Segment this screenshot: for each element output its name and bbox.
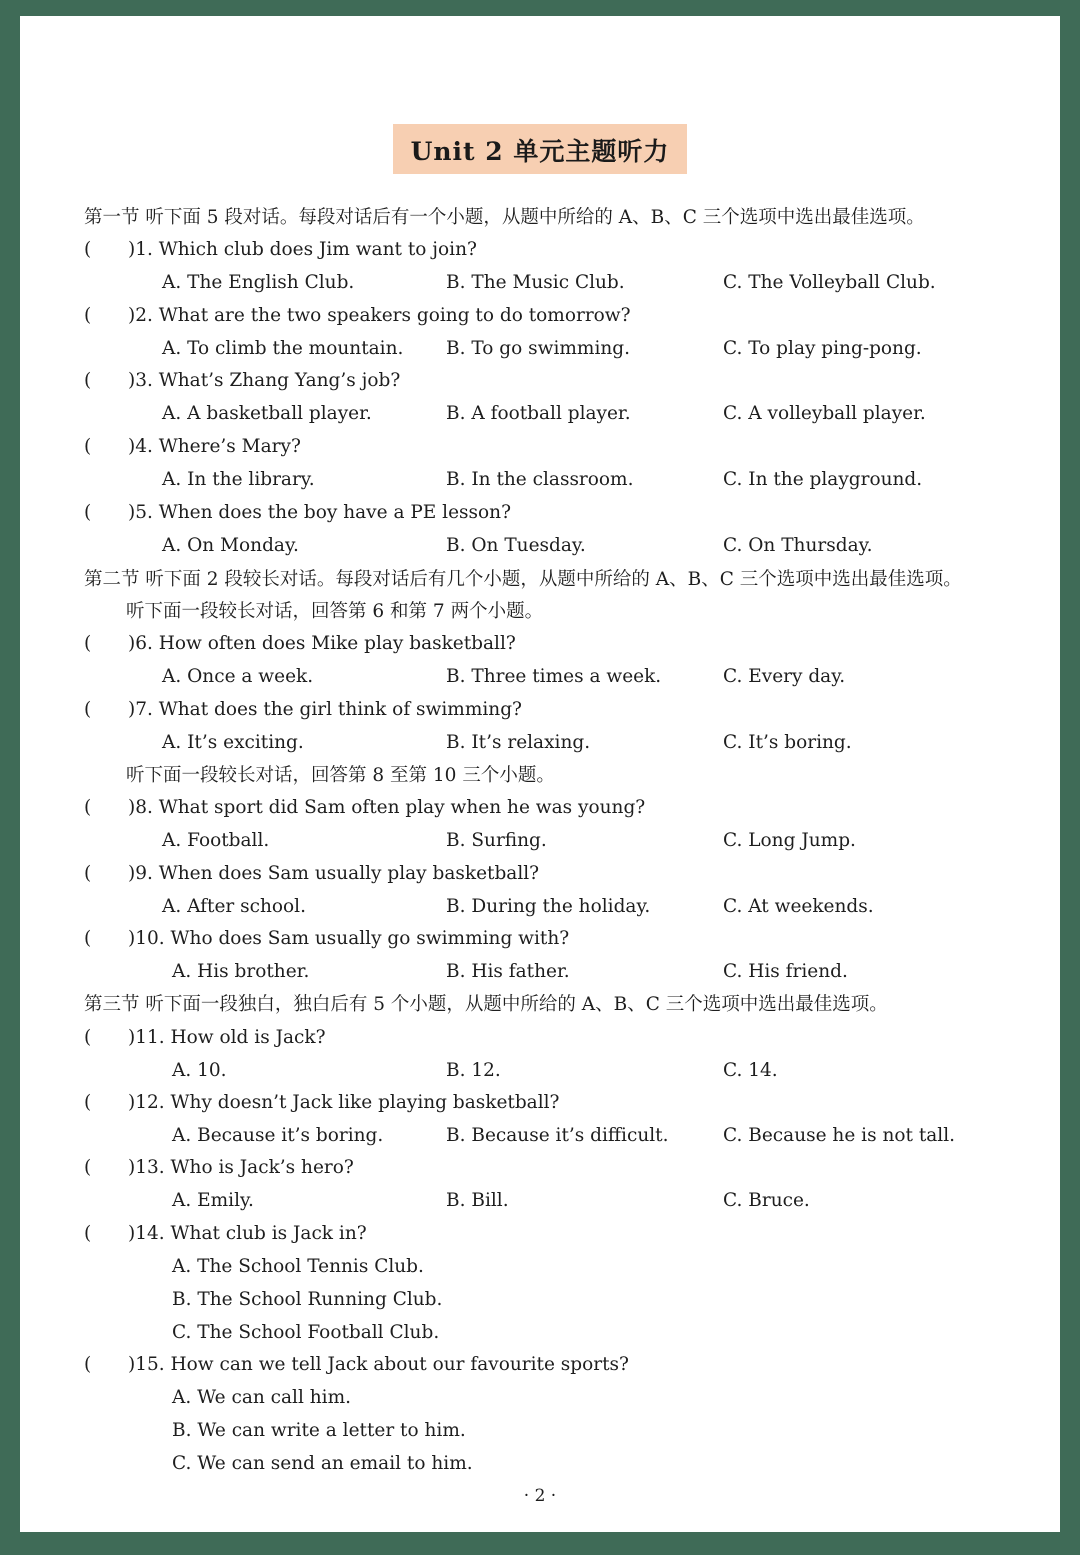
q8-option-a: A. Football.: [162, 830, 270, 851]
q2-option-b: B. To go swimming.: [446, 338, 631, 359]
worksheet-page: [20, 16, 1060, 1532]
q3-option-c: C. A volleyball player.: [723, 403, 926, 424]
q9-option-c: C. At weekends.: [723, 896, 874, 917]
question-7: ( )7. What does the girl think of swimming?: [84, 699, 522, 720]
q3-option-a: A. A basketball player.: [162, 403, 372, 424]
q15-option-a: A. We can call him.: [172, 1387, 352, 1408]
question-13: ( )13. Who is Jack’s hero?: [84, 1157, 354, 1178]
q4-option-b: B. In the classroom.: [446, 469, 634, 490]
q1-option-b: B. The Music Club.: [446, 272, 625, 293]
question-4: ( )4. Where’s Mary?: [84, 436, 301, 457]
question-12: ( )12. Why doesn’t Jack like playing basketball?: [84, 1092, 560, 1113]
section-1-heading: 第一节 听下面 5 段对话。每段对话后有一个小题，从题中所给的 A、B、C 三个选项中选出最佳选项。: [84, 207, 925, 228]
q13-option-b: B. Bill.: [446, 1190, 509, 1211]
q10-option-a: A. His brother.: [172, 961, 310, 982]
page-border: [12, 10, 1070, 1540]
q11-option-b: B. 12.: [446, 1060, 501, 1081]
q2-option-c: C. To play ping-pong.: [723, 338, 922, 359]
q14-option-a: A. The School Tennis Club.: [172, 1256, 424, 1277]
q12-option-a: A. Because it’s boring.: [172, 1125, 384, 1146]
question-5: ( )5. When does the boy have a PE lesson?: [84, 502, 512, 523]
q15-option-b: B. We can write a letter to him.: [172, 1420, 466, 1441]
question-9: ( )9. When does Sam usually play basketball?: [84, 863, 540, 884]
q15-option-c: C. We can send an email to him.: [172, 1453, 473, 1474]
question-11: ( )11. How old is Jack?: [84, 1027, 326, 1048]
q13-option-a: A. Emily.: [172, 1190, 254, 1211]
q11-option-a: A. 10.: [172, 1060, 227, 1081]
q1-option-c: C. The Volleyball Club.: [723, 272, 936, 293]
q6-option-b: B. Three times a week.: [446, 666, 662, 687]
question-10: ( )10. Who does Sam usually go swimming with?: [84, 928, 570, 949]
q9-option-b: B. During the holiday.: [446, 896, 651, 917]
question-1: ( )1. Which club does Jim want to join?: [84, 239, 477, 260]
q12-option-c: C. Because he is not tall.: [723, 1125, 956, 1146]
question-6: ( )6. How often does Mike play basketball?: [84, 633, 516, 654]
q2-option-a: A. To climb the mountain.: [162, 338, 404, 359]
section-2-sub-1: 听下面一段较长对话，回答第 6 和第 7 两个小题。: [126, 601, 544, 622]
question-3: ( )3. What’s Zhang Yang’s job?: [84, 370, 401, 391]
q9-option-a: A. After school.: [162, 896, 306, 917]
page-title: Unit 2 单元主题听力: [393, 124, 688, 174]
q7-option-b: B. It’s relaxing.: [446, 732, 591, 753]
q14-option-b: B. The School Running Club.: [172, 1289, 443, 1310]
q3-option-b: B. A football player.: [446, 403, 631, 424]
q10-option-b: B. His father.: [446, 961, 570, 982]
q5-option-c: C. On Thursday.: [723, 535, 873, 556]
q5-option-b: B. On Tuesday.: [446, 535, 586, 556]
question-15: ( )15. How can we tell Jack about our favourite sports?: [84, 1354, 629, 1375]
question-8: ( )8. What sport did Sam often play when he was young?: [84, 797, 646, 818]
q12-option-b: B. Because it’s difficult.: [446, 1125, 669, 1146]
q8-option-c: C. Long Jump.: [723, 830, 856, 851]
q7-option-c: C. It’s boring.: [723, 732, 852, 753]
q1-option-a: A. The English Club.: [162, 272, 355, 293]
q4-option-a: A. In the library.: [162, 469, 315, 490]
q6-option-a: A. Once a week.: [162, 666, 314, 687]
question-2: ( )2. What are the two speakers going to do tomorrow?: [84, 305, 631, 326]
q8-option-b: B. Surfing.: [446, 830, 547, 851]
section-2-sub-2: 听下面一段较长对话，回答第 8 至第 10 三个小题。: [126, 765, 555, 786]
page-number: · 2 ·: [523, 1486, 557, 1506]
q7-option-a: A. It’s exciting.: [162, 732, 304, 753]
section-3-heading: 第三节 听下面一段独白，独白后有 5 个小题，从题中所给的 A、B、C 三个选项中选出最佳选项。: [84, 994, 888, 1015]
q13-option-c: C. Bruce.: [723, 1190, 810, 1211]
q11-option-c: C. 14.: [723, 1060, 778, 1081]
q14-option-c: C. The School Football Club.: [172, 1322, 440, 1343]
q6-option-c: C. Every day.: [723, 666, 846, 687]
q5-option-a: A. On Monday.: [162, 535, 299, 556]
section-2-heading: 第二节 听下面 2 段较长对话。每段对话后有几个小题，从题中所给的 A、B、C 三个选项中选出最佳选项。: [84, 569, 962, 590]
q4-option-c: C. In the playground.: [723, 469, 923, 490]
question-14: ( )14. What club is Jack in?: [84, 1223, 367, 1244]
q10-option-c: C. His friend.: [723, 961, 848, 982]
